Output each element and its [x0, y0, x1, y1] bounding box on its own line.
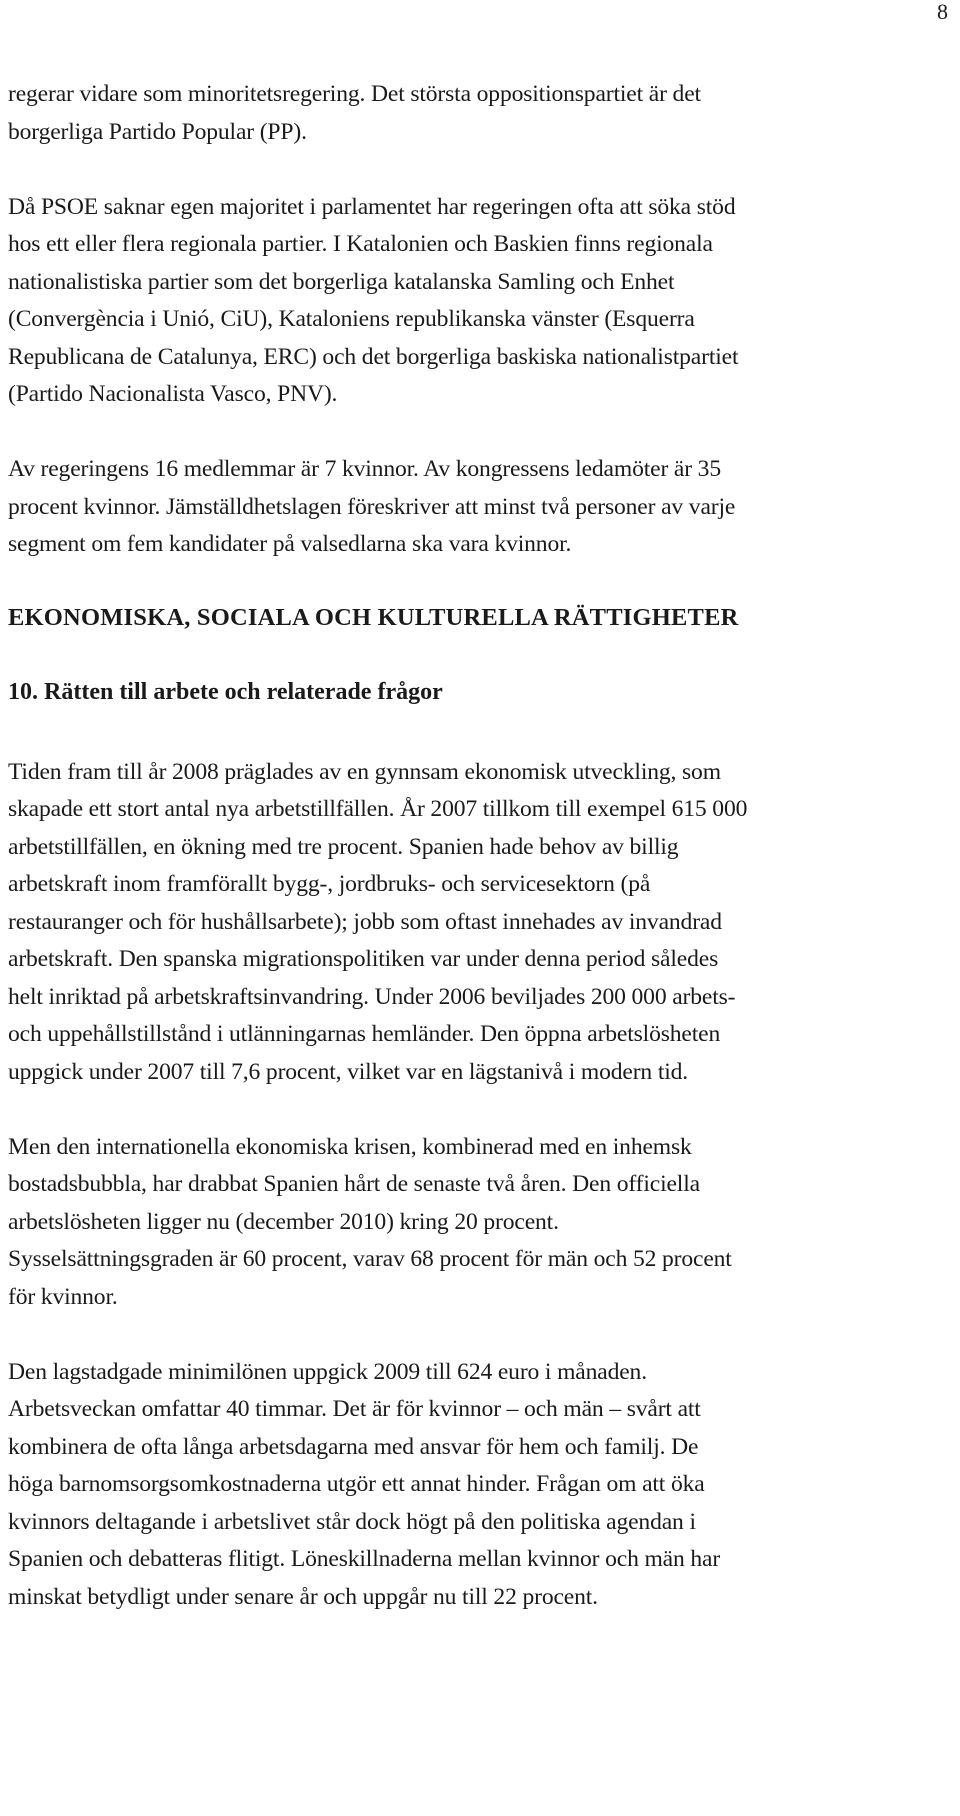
text-line: kvinnors deltagande i arbetslivet står dock högt på den politiska agendan i [8, 1508, 696, 1535]
text-line: Sysselsättningsgraden är 60 procent, varav 68 procent för män och 52 procent [8, 1246, 732, 1272]
text-line: hos ett eller flera regionala partier. I Katalonien och Baskien finns regionala [8, 231, 713, 257]
text-line: för kvinnor. [8, 1283, 118, 1310]
subsection-heading: 10. Rätten till arbete och relaterade frågor [8, 678, 443, 705]
text-line: skapade ett stort antal nya arbetstillfällen. År 2007 tillkom till exempel 615 000 [8, 796, 748, 822]
paragraph [8, 189, 948, 414]
text-line: arbetskraft inom framförallt bygg-, jordbruks- och servicesektorn (på [8, 871, 651, 897]
text-line: höga barnomsorgsomkostnaderna utgör ett annat hinder. Frågan om att öka [8, 1471, 705, 1497]
paragraph [8, 1129, 948, 1317]
text-line: Tiden fram till år 2008 präglades av en gynnsam ekonomisk utveckling, som [8, 758, 721, 785]
text-line: Arbetsveckan omfattar 40 timmar. Det är för kvinnor – och män – svårt att [8, 1396, 701, 1422]
text-line: uppgick under 2007 till 7,6 procent, vilket var en lägstanivå i modern tid. [8, 1058, 689, 1085]
paragraph [8, 1354, 948, 1617]
text-line: minskat betydligt under senare år och uppgår nu till 22 procent. [8, 1583, 598, 1610]
bottom-paragraphs [8, 754, 948, 1617]
text-line: segment om fem kandidater på valsedlarna ska vara kvinnor. [8, 531, 572, 557]
text-line: borgerliga Partido Popular (PP). [8, 118, 307, 145]
text-line: arbetskraft. Den spanska migrationspolitiken var under denna period således [8, 946, 719, 972]
text-line: procent kvinnor. Jämställdhetslagen föreskriver att minst två personer av varje [8, 493, 736, 520]
text-line: arbetstillfällen, en ökning med tre procent. Spanien hade behov av billig [8, 833, 679, 860]
section-heading: EKONOMISKA, SOCIALA OCH KULTURELLA RÄTTIGHETER [8, 603, 739, 631]
page-number: 8 [937, 0, 948, 24]
section-heading-wrap [8, 603, 948, 633]
text-line: restauranger och för hushållsarbete); jobb som oftast innehades av invandrad [8, 908, 722, 935]
text-line: kombinera de ofta långa arbetsdagarna med ansvar för hem och familj. De [8, 1433, 699, 1460]
text-line: Av regeringens 16 medlemmar är 7 kvinnor. Av kongressens ledamöter är 35 [8, 456, 721, 482]
text-line: nationalistiska partier som det borgerliga katalanska Samling och Enhet [8, 268, 675, 295]
text-line: Då PSOE saknar egen majoritet i parlamentet har regeringen ofta att söka stöd [8, 193, 736, 220]
top-paragraphs [8, 76, 948, 564]
text-line: bostadsbubbla, har drabbat Spanien hårt de senaste två åren. Den officiella [8, 1171, 700, 1197]
text-line: Den lagstadgade minimilönen uppgick 2009 till 624 euro i månaden. [8, 1358, 647, 1385]
subsection-heading-wrap [8, 677, 948, 707]
text-line: Republicana de Catalunya, ERC) och det borgerliga baskiska nationalistpartiet [8, 343, 739, 370]
paragraph [8, 76, 948, 151]
text-line: (Partido Nacionalista Vasco, PNV). [8, 381, 338, 407]
paragraph [8, 451, 948, 564]
text-line: Men den internationella ekonomiska krisen, kombinerad med en inhemsk [8, 1133, 692, 1160]
text-line: helt inriktad på arbetskraftsinvandring. Under 2006 beviljades 200 000 arbets- [8, 983, 736, 1010]
text-line: Spanien och debatteras flitigt. Löneskillnaderna mellan kvinnor och män har [8, 1546, 721, 1572]
document-body [8, 76, 948, 1616]
text-line: arbetslösheten ligger nu (december 2010) kring 20 procent. [8, 1208, 559, 1235]
text-line: regerar vidare som minoritetsregering. Det största oppositionspartiet är det [8, 81, 701, 107]
text-line: (Convergència i Unió, CiU), Kataloniens republikanska vänster (Esquerra [8, 306, 695, 332]
text-line: och uppehållstillstånd i utlänningarnas hemländer. Den öppna arbetslösheten [8, 1021, 721, 1047]
paragraph [8, 754, 948, 1092]
